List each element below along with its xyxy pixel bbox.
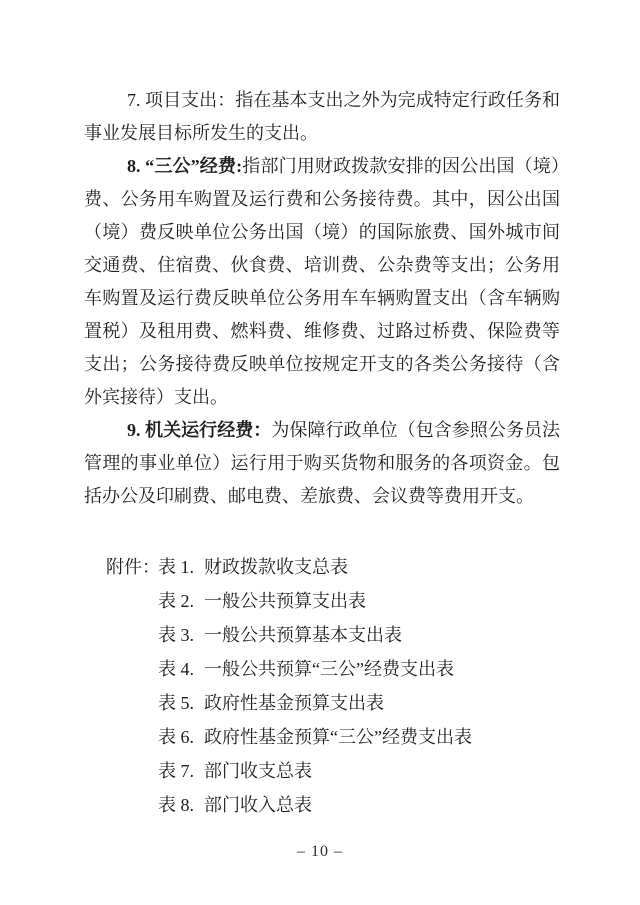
attachment-number: 表 2.	[158, 591, 194, 611]
page-number: – 10 –	[297, 843, 343, 860]
attachment-title: 政府性基金预算“三公”经费支出表	[204, 727, 472, 747]
list-item	[158, 754, 584, 788]
list-item	[158, 720, 584, 754]
attachment-number: 表 5.	[158, 693, 194, 713]
paragraph-project-expenditure-text: 指在基本支出之外为完成特定行政任务和事业发展目标所发生的支出。	[84, 90, 561, 143]
list-item	[158, 686, 584, 720]
attachment-number: 表 4.	[158, 659, 194, 679]
attachment-title: 部门收入总表	[204, 795, 312, 815]
attachment-title: 政府性基金预算支出表	[204, 693, 384, 713]
attachment-number: 表 1.	[158, 557, 194, 577]
attachment-title: 财政拨款收支总表	[204, 557, 348, 577]
attachment-number: 表 7.	[158, 761, 194, 781]
paragraph-project-expenditure	[84, 84, 560, 150]
list-item	[158, 550, 584, 584]
attachment-number: 表 6.	[158, 727, 194, 747]
attachment-title: 一般公共预算“三公”经费支出表	[204, 659, 454, 679]
term-agency-operating-funds: 9. 机关运行经费：	[127, 420, 272, 440]
list-item	[158, 652, 584, 686]
page-footer	[0, 843, 640, 861]
attachment-title: 部门收支总表	[204, 761, 312, 781]
paragraph-three-public-funds-text: 指部门用财政拨款安排的因公出国（境）费、公务用车购置及运行费和公务接待费。其中，因公出国（境）费反映单位公务出国（境）的国际旅费、国外城市间交通费、住宿费、伙食费、培训费、公杂费等支出；公务用车购置及运行费反映单位公务用车车辆购置支出（含车辆购置税）及租用费、燃料费、维修费、过路过桥费、保险费等支出；公务接待费反映单位按规定开支的各类公务接待（含外宾接待）支出。	[84, 156, 561, 407]
paragraph-agency-operating-funds-text: 为保障行政单位（包含参照公务员法管理的事业单位）运行用于购买货物和服务的各项资金。包括办公及印刷费、邮电费、差旅费、会议费等费用开支。	[84, 420, 561, 506]
attachment-title: 一般公共预算支出表	[204, 591, 366, 611]
attachments-label: 附件：	[106, 557, 160, 577]
term-project-expenditure: 7. 项目支出：	[127, 90, 236, 110]
list-item	[158, 788, 584, 822]
attachments-section	[84, 550, 584, 822]
attachment-title: 一般公共预算基本支出表	[204, 625, 402, 645]
list-item	[158, 618, 584, 652]
paragraph-agency-operating-funds	[84, 414, 560, 513]
definitions-section	[84, 84, 560, 513]
attachment-number: 表 8.	[158, 795, 194, 815]
paragraph-three-public-funds	[84, 150, 560, 414]
attachments-list	[158, 550, 584, 822]
term-three-public-funds: 8. “三公”经费:	[127, 156, 243, 176]
attachment-number: 表 3.	[158, 625, 194, 645]
list-item	[158, 584, 584, 618]
